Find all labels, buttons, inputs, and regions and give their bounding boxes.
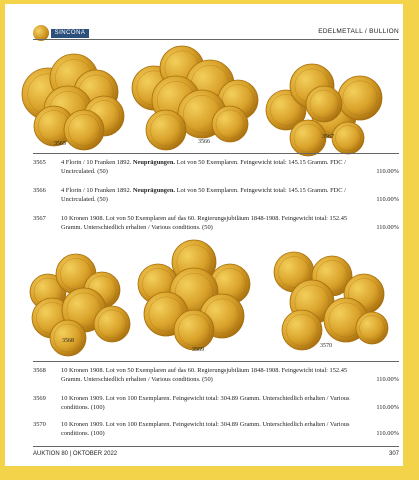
coin-image-3568 xyxy=(30,252,132,344)
lot-number: 3568 xyxy=(33,367,46,374)
gold-coin-icon xyxy=(212,106,248,142)
lot-percent: 110.00% xyxy=(376,224,399,231)
images-divider-1 xyxy=(33,153,399,154)
lot-entry xyxy=(33,366,399,384)
lot-number: 3567 xyxy=(33,215,46,222)
lot-entry xyxy=(33,394,399,412)
section-title: EDELMETALL / BULLION xyxy=(318,28,399,35)
lot-entry xyxy=(33,186,399,204)
lot-number: 3570 xyxy=(33,421,46,428)
lot-description: 10 Kronen 1909. Lot von 100 Exemplaren. Feingewicht total: 304.89 Gramm. Unterschiedlich erhalten / Various conditions. (100) xyxy=(61,395,350,411)
lot-description: 4 Florin / 10 Franken 1892. Neuprägungen. Lot von 50 Exemplaren. Feingewicht total: 145.15 Gramm. FDC / Uncirculated. (50) xyxy=(61,159,346,175)
gold-coin-icon xyxy=(146,110,186,150)
caption-3568: 3568 xyxy=(62,338,74,344)
coin-image-3565 xyxy=(34,50,144,146)
gold-coin-icon xyxy=(306,86,342,122)
lot-entry xyxy=(33,158,399,176)
lot-description: 10 Kronen 1908. Lot von 50 Exemplaren auf das 60. Regierungsjubiläum 1848-1908. Feingewicht total: 152.45 Gramm. Unterschiedlich erhalten / Various conditions. (50) xyxy=(61,367,348,383)
caption-3566: 3566 xyxy=(198,139,210,145)
coin-image-3570 xyxy=(272,250,390,344)
coin-image-3567 xyxy=(272,58,384,144)
caption-3567: 3567 xyxy=(322,134,334,140)
lot-entry xyxy=(33,214,399,232)
lot-number: 3565 xyxy=(33,159,46,166)
page-number: 307 xyxy=(388,451,399,457)
gold-coin-icon xyxy=(338,76,382,120)
caption-3565: 3565 xyxy=(54,141,66,147)
gold-coin-icon xyxy=(94,306,130,342)
brand-label: SINCONA xyxy=(51,29,89,38)
lot-percent: 110.00% xyxy=(376,196,399,203)
lot-number: 3566 xyxy=(33,187,46,194)
caption-3569: 3569 xyxy=(192,347,204,353)
gold-coin-icon xyxy=(282,310,322,350)
gold-coin-icon xyxy=(290,120,326,156)
gold-coin-icon xyxy=(332,122,364,154)
caption-3570: 3570 xyxy=(320,343,332,349)
lot-number: 3569 xyxy=(33,395,46,402)
lot-entry xyxy=(33,420,399,438)
coin-image-3569 xyxy=(140,244,252,348)
header-divider xyxy=(33,39,399,40)
lot-percent: 110.00% xyxy=(376,430,399,437)
gold-coin-icon xyxy=(174,310,214,350)
lot-percent: 110.00% xyxy=(376,168,399,175)
lot-percent: 110.00% xyxy=(376,404,399,411)
lot-description: 4 Florin / 10 Franken 1892. Neuprägungen. Lot von 50 Exemplaren. Feingewicht total: 145.15 Gramm. FDC / Uncirculated. (50) xyxy=(61,187,346,203)
gold-coin-icon xyxy=(64,110,104,150)
footer-auction-label: AUKTION 80 | OKTOBER 2022 xyxy=(33,451,118,457)
gold-coin-icon xyxy=(356,312,388,344)
lot-percent: 110.00% xyxy=(376,376,399,383)
footer-divider xyxy=(33,446,399,447)
lot-description: 10 Kronen 1909. Lot von 100 Exemplaren. Feingewicht total: 304.89 Gramm. Unterschiedlich erhalten / Various conditions. (100) xyxy=(61,421,350,437)
coin-image-3566 xyxy=(140,48,270,142)
lot-description: 10 Kronen 1908. Lot von 50 Exemplaren auf das 60. Regierungsjubiläum 1848-1908. Feingewicht total: 152.45 Gramm. Unterschiedlich erhalten / Various conditions. (50) xyxy=(61,215,348,231)
images-divider-2 xyxy=(33,361,399,362)
